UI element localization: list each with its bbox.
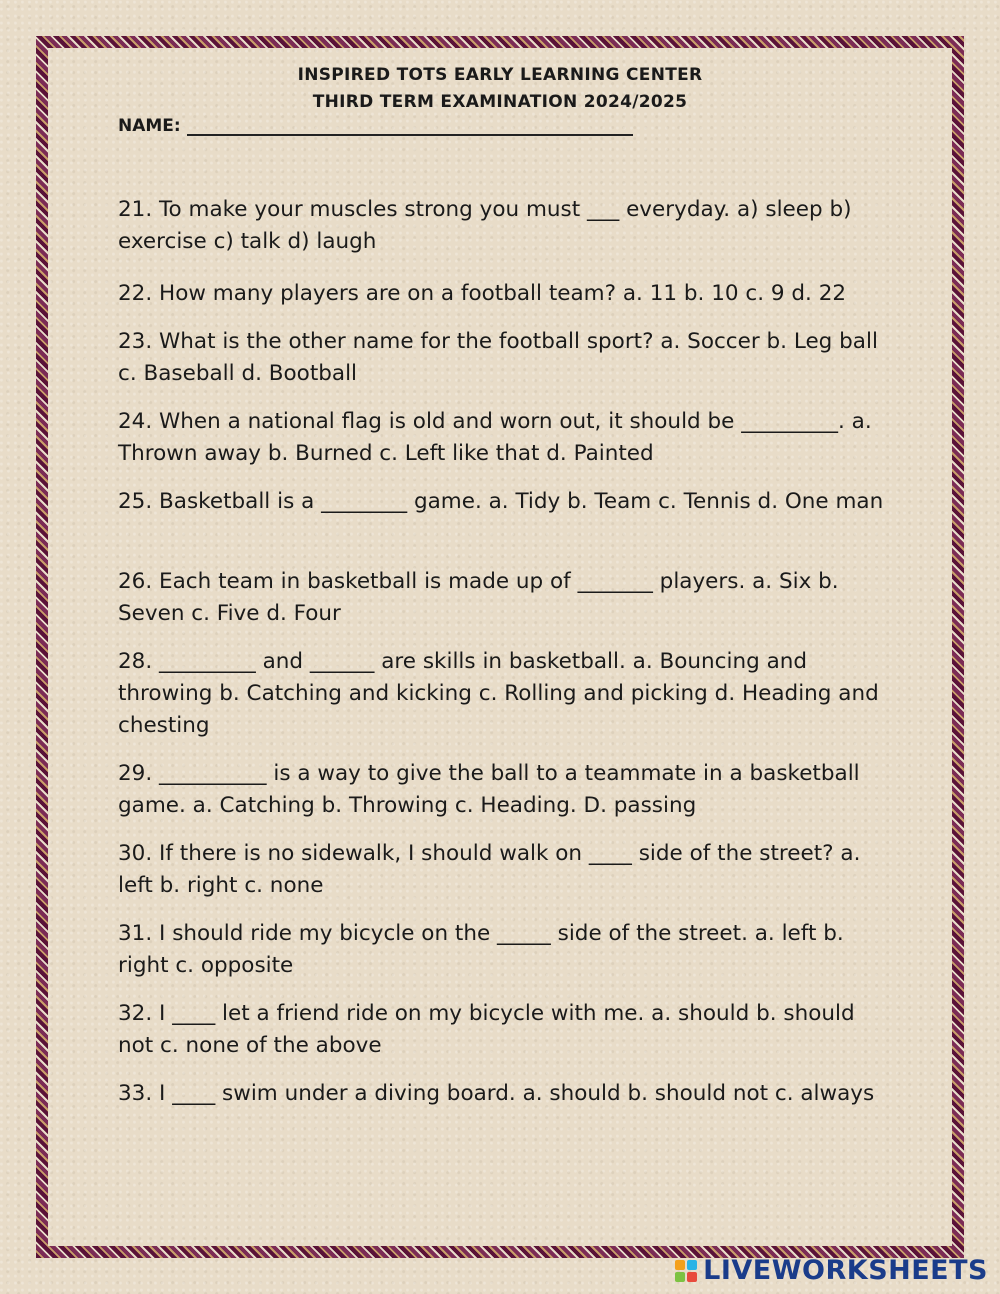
question-33: 33. I ____ swim under a diving board. a. should b. should not c. always	[118, 1081, 875, 1106]
school-name: INSPIRED TOTS EARLY LEARNING CENTER	[297, 65, 703, 85]
logo-text: LIVEWORKSHEETS	[703, 1255, 988, 1286]
question-24: 24. When a national flag is old and worn out, it should be _________. a. Thrown away b. Burned c. Left like that d. Painted	[118, 409, 872, 466]
question-30: 30. If there is no sidewalk, I should walk on ____ side of the street? a. left b. right c. none	[118, 841, 861, 898]
question-22: 22. How many players are on a football team? a. 11 b. 10 c. 9 d. 22	[118, 281, 847, 306]
name-blank[interactable]	[187, 116, 633, 136]
question-29: 29. __________ is a way to give the ball to a teammate in a basketball game. a. Catching b. Throwing c. Heading. D. passing	[118, 761, 860, 818]
question-28: 28. _________ and ______ are skills in basketball. a. Bouncing and throwing b. Catching and kicking c. Rolling and picking d. Heading and chesting	[118, 649, 879, 738]
liveworksheets-logo	[675, 1255, 988, 1286]
exam-header	[0, 62, 1000, 116]
exam-title: THIRD TERM EXAMINATION 2024/2025	[312, 92, 688, 112]
question-26: 26. Each team in basketball is made up of _______ players. a. Six b. Seven c. Five d. Four	[118, 569, 839, 626]
question-23: 23. What is the other name for the football sport? a. Soccer b. Leg ball c. Baseball d. Bootball	[118, 329, 878, 386]
name-row	[118, 116, 633, 136]
question-25: 25. Basketball is a ________ game. a. Tidy b. Team c. Tennis d. One man	[118, 489, 884, 514]
question-21: 21. To make your muscles strong you must ___ everyday. a) sleep b) exercise c) talk d) laugh	[118, 197, 852, 254]
question-32: 32. I ____ let a friend ride on my bicycle with me. a. should b. should not c. none of the above	[118, 1001, 855, 1058]
name-label: NAME:	[118, 116, 181, 136]
question-31: 31. I should ride my bicycle on the _____ side of the street. a. left b. right c. opposite	[118, 921, 844, 978]
logo-grid-icon	[675, 1260, 697, 1282]
